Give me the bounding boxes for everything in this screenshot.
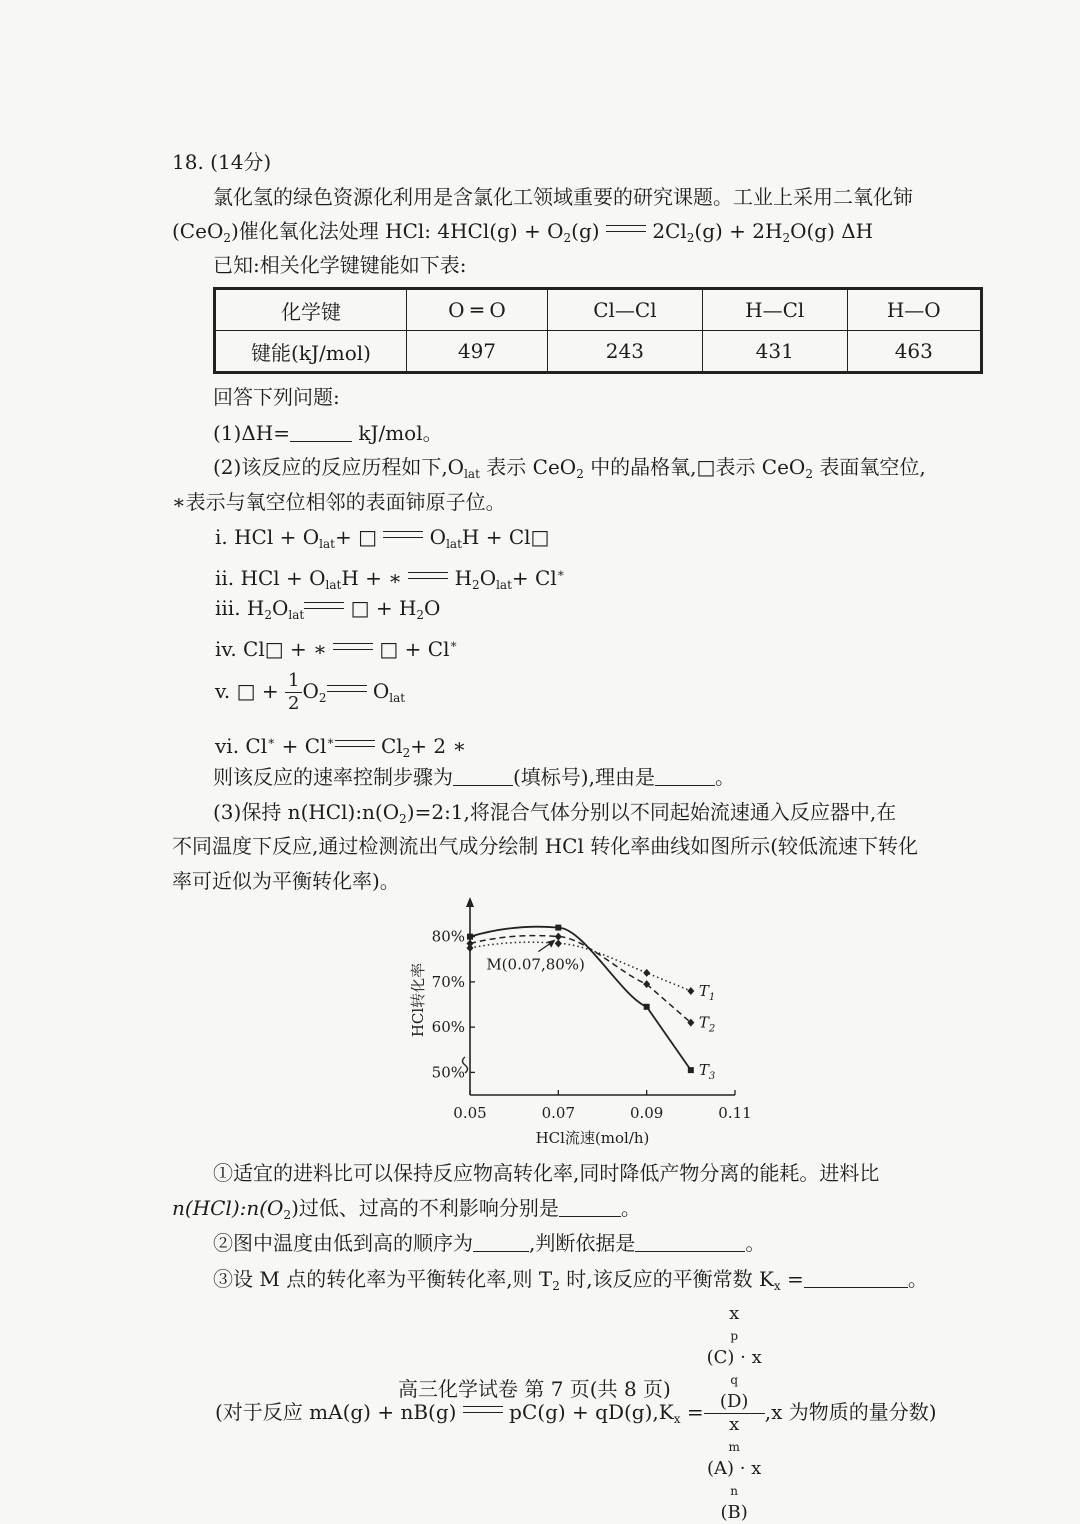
answer-blank[interactable]: [473, 1231, 529, 1252]
series-label-T1: $T_1$: [698, 981, 716, 1003]
intro-line-1: 氯化氢的绿色资源化利用是含氯化工领域重要的研究课题。工业上采用二氧化铈: [213, 185, 913, 209]
data-point-T1: [687, 987, 694, 995]
question-number: 18. (14分): [172, 150, 272, 174]
equilibrium-arrow-icon: [327, 682, 367, 696]
equilibrium-arrow-icon: [606, 222, 646, 236]
answer-blank[interactable]: [290, 421, 352, 442]
y-tick-label: 70%: [431, 972, 465, 991]
equilibrium-arrow-icon: [383, 528, 423, 542]
equilibrium-arrow-icon: [304, 599, 344, 613]
hcl-conversion-chart: [395, 895, 765, 1150]
annotation-label: M(0.07,80%): [486, 955, 585, 974]
series-label-T3: $T_3$: [698, 1061, 716, 1083]
answer-blank[interactable]: [559, 1196, 621, 1217]
table-cell: 463: [847, 331, 981, 373]
intro-line-2: (CeO$_2$)催化氧化法处理 HCl: $4HCl(g) + O_2(g) 2Cl_2(g) + 2H_2O(g)$ ΔH: [172, 219, 874, 245]
answer-blank[interactable]: [453, 765, 513, 786]
data-point-T2: [555, 933, 562, 941]
data-point-T3: [555, 925, 561, 931]
data-point-T3: [688, 1067, 694, 1073]
table-header-row: [215, 289, 982, 331]
y-tick-label: 50%: [431, 1063, 465, 1082]
data-point-T3: [467, 934, 473, 940]
q3-note-line: (对于反应 mA(g) + nB(g) $pC(g) + qD(g),K_x$ = x p (C) · x q (D) x m (A) · x n (B) ,x 为物质的量分数): [215, 1303, 937, 1523]
q2-line-2: ∗表示与氧空位相邻的表面铈原子位。: [172, 490, 506, 514]
answer-blank[interactable]: [655, 765, 715, 786]
y-tick-label: 60%: [431, 1018, 465, 1037]
mechanism-step-iv: iv. Cl□ + ∗ □ + Cl∗: [215, 637, 458, 661]
x-tick-label: 0.05: [453, 1104, 487, 1122]
x-axis-label: HCl流速(mol/h): [535, 1129, 650, 1147]
x-tick-label: 0.07: [541, 1104, 576, 1122]
table-row: [215, 331, 982, 373]
known-text: 已知:相关化学键键能如下表:: [213, 253, 467, 277]
bond-energy-table: [213, 287, 983, 374]
mechanism-step-v: v. □ + $\frac{1}{2}$ $O_2$ $O_{lat}$: [215, 670, 406, 714]
q3-sub1-line-2: $n(HCl):n(O_2)$过低、过高的不利影响分别是 。: [172, 1196, 641, 1222]
q3-sub2-line: ②图中温度由低到高的顺序为 ,判断依据是 。: [213, 1231, 766, 1255]
table-header-cell: H—O: [847, 289, 981, 331]
table-cell: 431: [702, 331, 847, 373]
data-point-T2: [467, 939, 474, 947]
q3-line-2: 不同温度下反应,通过检测流出气成分绘制 HCl 转化率曲线如图所示(较低流速下转化: [172, 834, 919, 858]
table-cell: 243: [547, 331, 702, 373]
data-point-T3: [644, 1004, 650, 1010]
answer-blank[interactable]: [804, 1267, 908, 1288]
mechanism-step-iii: iii. $H_2O_{lat}$ □ + $H_2O$: [215, 596, 441, 622]
annotation-arrow-head-icon: [547, 940, 555, 948]
equilibrium-arrow-icon: [335, 737, 375, 751]
y-tick-label: 80%: [431, 927, 465, 946]
table-cell: 497: [407, 331, 548, 373]
q2-question: 则该反应的速率控制步骤为 (填标号),理由是 。: [213, 765, 735, 789]
series-line-T3: [470, 927, 691, 1070]
equilibrium-arrow-icon: [463, 1403, 503, 1417]
equilibrium-arrow-icon: [408, 569, 448, 583]
answer-prompt: 回答下列问题:: [213, 385, 340, 409]
q3-sub3-line: ③设 M 点的转化率为平衡转化率,则 $T_2$ 时,该反应的平衡常数 $K_x$ = 。: [213, 1267, 928, 1293]
page-footer: 高三化学试卷 第 7 页(共 8 页): [398, 1377, 671, 1401]
mechanism-step-vi: vi. Cl∗ + Cl∗ $Cl_2+ 2$ ∗: [215, 734, 467, 760]
table-header-cell: Cl—Cl: [547, 289, 702, 331]
x-tick-label: 0.09: [629, 1104, 664, 1122]
q3-sub1-line-1: ①适宜的进料比可以保持反应物高转化率,同时降低产物分离的能耗。进料比: [213, 1161, 880, 1185]
answer-blank[interactable]: [635, 1231, 745, 1252]
y-axis-label: HCl转化率: [409, 962, 427, 1038]
table-header-cell: O ═ O: [407, 289, 548, 331]
table-header-cell: H—Cl: [702, 289, 847, 331]
table-row-label: 键能(kJ/mol): [215, 331, 407, 373]
kx-formula: x p (C) · x q (D) x m (A) · x n (B): [704, 1303, 765, 1524]
q3-line-3: 率可近似为平衡转化率)。: [172, 869, 400, 893]
x-tick-label: 0.11: [718, 1104, 752, 1122]
equilibrium-arrow-icon: [333, 640, 373, 654]
data-point-T1: [643, 969, 650, 977]
table-header-cell: 化学键: [215, 289, 407, 331]
series-label-T2: $T_2$: [698, 1013, 716, 1035]
mechanism-step-i: i. HCl + $O_{lat}+$ □ $O_{lat}H$ + Cl□: [215, 525, 550, 551]
y-axis-arrow-icon: [466, 897, 474, 907]
chart-axes: [463, 897, 736, 1095]
series-line-T2: [470, 936, 691, 1023]
mechanism-step-ii: ii. HCl + $O_{lat}H$ + ∗ $H_2O_{lat}+ Cl^∗$: [215, 566, 565, 592]
q3-line-1: (3)保持 $n(HCl):n(O_2)=2:1$,将混合气体分别以不同起始流速通入反应器中,在: [213, 800, 897, 826]
q1-line: (1)ΔH= kJ/mol。: [213, 421, 443, 445]
q2-line-1: (2)该反应的反应历程如下$,O_{lat}$ 表示 CeO$_2$ 中的晶格氧,□表示 CeO$_2$ 表面氧空位,: [213, 455, 926, 481]
